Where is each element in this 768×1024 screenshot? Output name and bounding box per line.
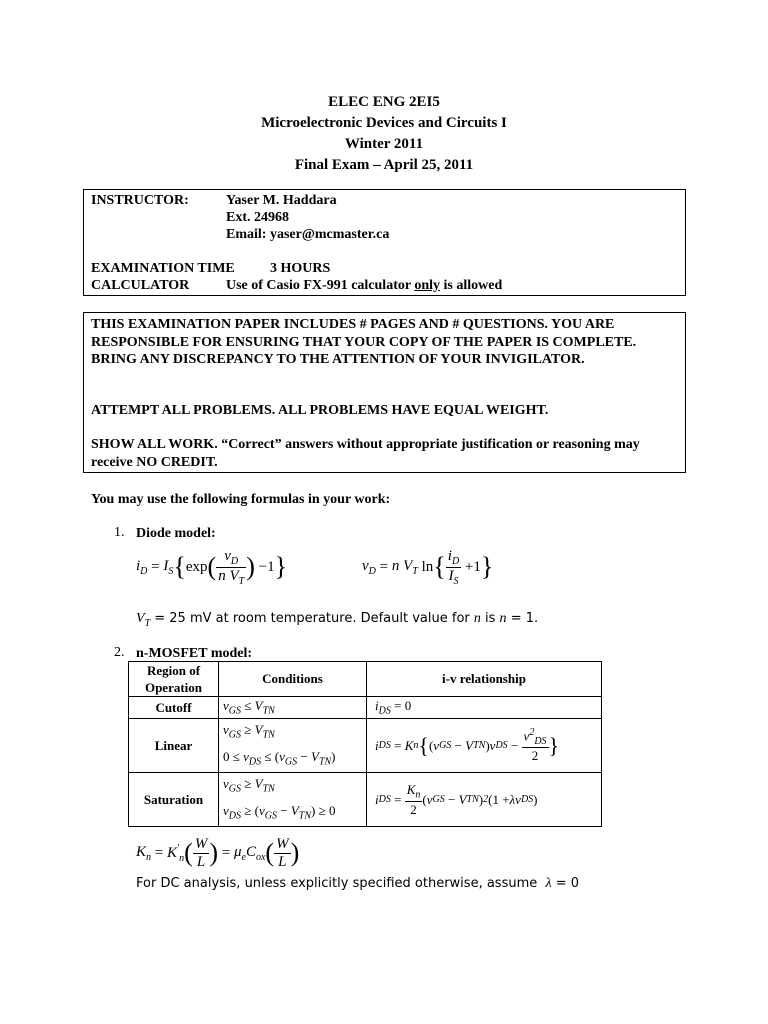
iv-saturation: i DS = $\frac{K_n}{2}$ ( v GS − V TN ) 2 (1 + λv DS ) bbox=[367, 773, 602, 827]
instructions-paragraph-3: SHOW ALL WORK. “Correct” answers without appropriate justification or reasoning may receive NO CREDIT. bbox=[91, 437, 640, 470]
nmos-table bbox=[128, 661, 602, 827]
calculator-text: Use of Casio FX-991 calculator bbox=[226, 278, 411, 293]
nmos-title: n-MOSFET model: bbox=[136, 646, 253, 661]
calculator-policy bbox=[226, 277, 502, 294]
condition-linear: $v_{GS} \ge V_{TN}$ $0 \le v_{DS} \le (v_{GS} - V_{TN})$ bbox=[219, 719, 367, 773]
condition-cutoff: $v_{GS} \le V_{TN}$ bbox=[219, 697, 367, 719]
iv-linear: i DS = K n { ( v GS − V TN ) v DS − $\frac{v^2_{DS}}{2}$ } bbox=[367, 719, 602, 773]
info-box bbox=[83, 189, 686, 296]
course-name: Microelectronic Devices and Circuits I bbox=[261, 115, 507, 131]
calculator-only: only bbox=[414, 278, 441, 293]
table-row bbox=[129, 697, 602, 719]
dc-note-value: = 0 bbox=[555, 876, 580, 891]
diode-voltage-equation: $v_D$ = n $V_T$ ln { $\frac{i_D}{I_S}$ +1 } bbox=[362, 547, 494, 587]
diode-note-tail: = 1. bbox=[510, 611, 539, 626]
instructions-paragraph-2: ATTEMPT ALL PROBLEMS. ALL PROBLEMS HAVE EQUAL WEIGHT. bbox=[91, 403, 549, 418]
diode-note: $V_T = 25$ mV at room temperature. Default value for n is n = 1. bbox=[136, 611, 539, 629]
col-iv-header: i-v relationship bbox=[367, 662, 602, 697]
nmos-table-header bbox=[129, 662, 602, 697]
exam-title: Final Exam – April 25, 2011 bbox=[294, 157, 474, 173]
exam-time-label: EXAMINATION TIME bbox=[91, 261, 235, 276]
instructions-box bbox=[83, 312, 686, 473]
table-row bbox=[129, 773, 602, 827]
nmos-number: 2. bbox=[114, 645, 125, 660]
iv-cutoff: $i_{DS} = 0$ bbox=[367, 697, 602, 719]
diode-title: Diode model: bbox=[136, 526, 216, 541]
course-code: ELEC ENG 2EI5 bbox=[328, 94, 440, 110]
region-cutoff: Cutoff bbox=[129, 697, 219, 719]
instructor-ext: Ext. 24968 bbox=[226, 210, 289, 225]
calculator-text-tail: is allowed bbox=[443, 278, 503, 293]
region-saturation: Saturation bbox=[129, 773, 219, 827]
calculator-label: CALCULATOR bbox=[91, 278, 190, 293]
col-conditions-header: Conditions bbox=[219, 662, 367, 697]
diode-note-text: = 25 mV at room temperature. Default value for bbox=[154, 611, 470, 626]
table-row bbox=[129, 719, 602, 773]
instructor-name: Yaser M. Haddara bbox=[226, 193, 337, 208]
term: Winter 2011 bbox=[344, 136, 424, 152]
condition-saturation: $v_{GS} \ge V_{TN}$ $v_{DS} \ge (v_{GS} - V_{TN}) \ge 0$ bbox=[219, 773, 367, 827]
exam-time-value: 3 HOURS bbox=[270, 261, 331, 276]
dc-note: For DC analysis, unless explicitly specified otherwise, assume λ = 0 bbox=[136, 876, 580, 891]
instructor-label: INSTRUCTOR: bbox=[91, 193, 189, 208]
region-linear: Linear bbox=[129, 719, 219, 773]
col-region-header: Region of Operation bbox=[129, 662, 219, 697]
instructions-paragraph-1: THIS EXAMINATION PAPER INCLUDES # PAGES AND # QUESTIONS. YOU ARE RESPONSIBLE FOR ENSURING THAT YOUR COPY OF THE PAPER IS COMPLETE. BRING ANY DISCREPANCY TO THE ATTENTION OF YOUR INVIGILATOR. bbox=[91, 317, 637, 367]
instructor-email: Email: yaser@mcmaster.ca bbox=[226, 227, 390, 242]
formulas-intro: You may use the following formulas in your work: bbox=[91, 492, 391, 507]
diode-number: 1. bbox=[114, 525, 125, 540]
kn-equation: $K_n$ = $K'_n$ ( $\frac{W}{L}$ ) = $\mu_eC_{ox}$ ( $\frac{W}{L}$ ) bbox=[136, 835, 300, 870]
diode-current-equation: $i_D$ = $I_S$ { exp ( $\frac{v_D}{n V_T}$ ) −1 } bbox=[136, 547, 288, 587]
dc-note-text: For DC analysis, unless explicitly specified otherwise, assume bbox=[136, 876, 538, 891]
